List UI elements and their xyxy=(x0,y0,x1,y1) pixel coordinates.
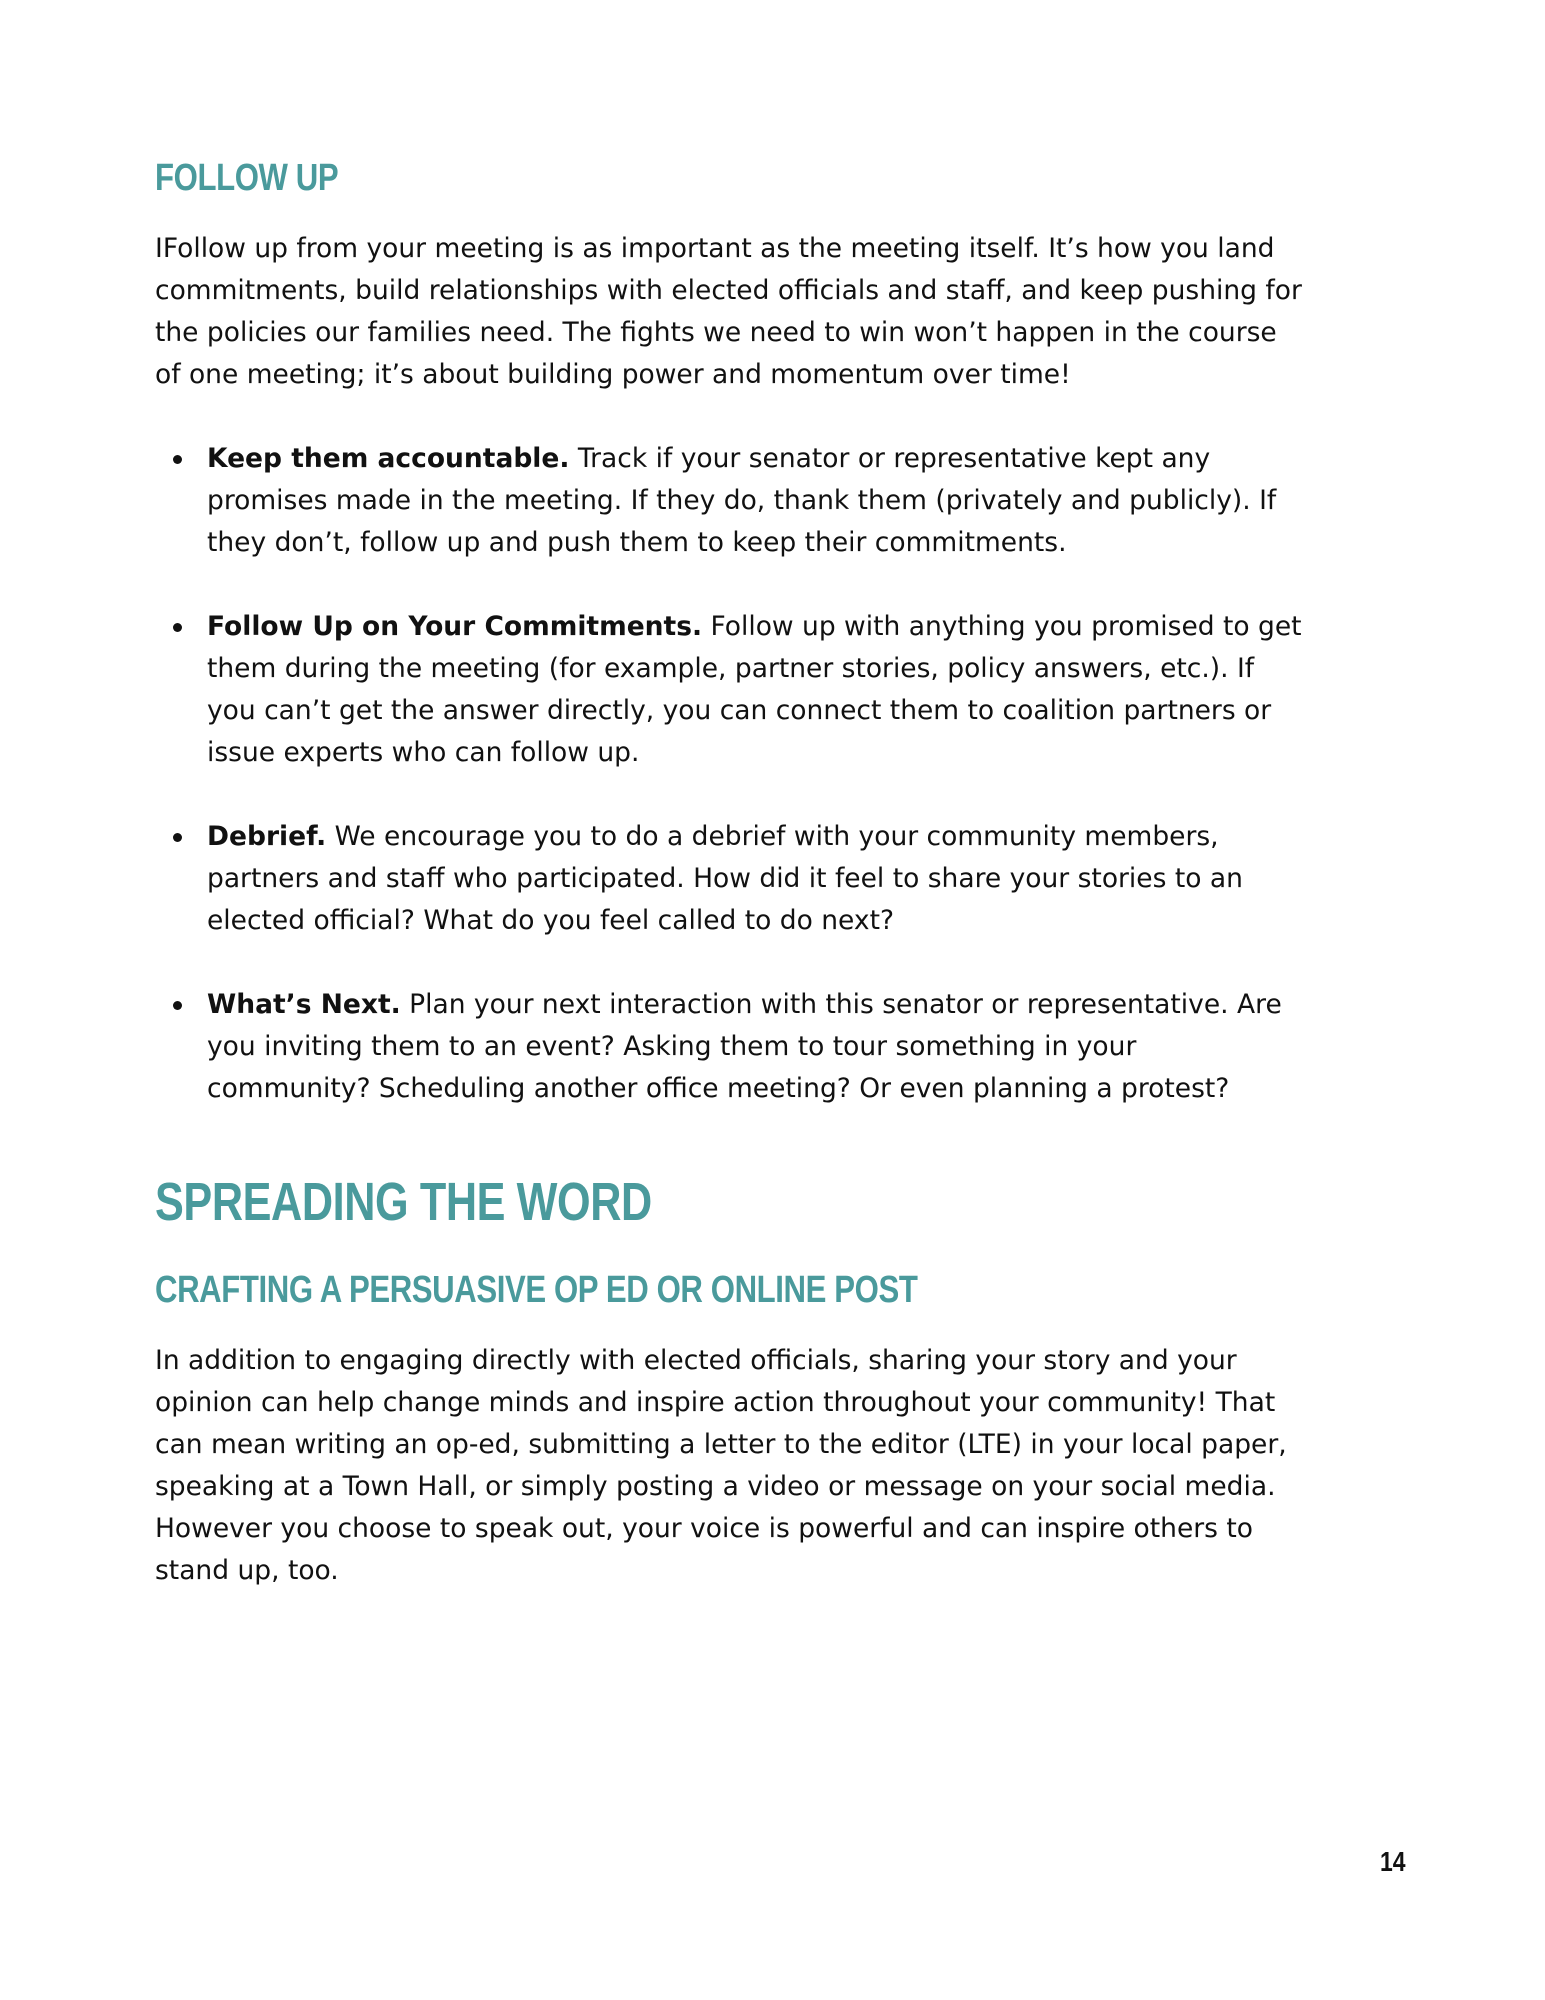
bullet-text: Plan your next interaction with this senator or representative. Are you inviting them to an event? Asking them to tour something in your community? Scheduling another office meeting? Or even planning a protest? xyxy=(207,989,1282,1104)
follow-up-heading: FOLLOW UP xyxy=(155,157,339,199)
page-number: 14 xyxy=(1380,1846,1406,1877)
follow-up-intro: IFollow up from your meeting is as important as the meeting itself. It’s how you land commitments, build relationships with elected officials and staff, and keep pushing for the policies our families need. The fights we need to win won’t happen in the course of one meeting; it’s about building power and momentum over time! xyxy=(155,233,1302,390)
spreading-body: In addition to engaging directly with elected officials, sharing your story and your opinion can help change minds and inspire action throughout your community! That can mean writing an op-ed, submitting a letter to the editor (LTE) in your local paper, speaking at a Town Hall, or simply posting a video or message on your social media. However you choose to speak out, your voice is powerful and can inspire others to stand up, too. xyxy=(155,1345,1287,1586)
list-item xyxy=(155,984,1305,1110)
spreading-heading: SPREADING THE WORD xyxy=(155,1172,652,1232)
page-content xyxy=(155,150,1305,1592)
list-item xyxy=(155,606,1305,774)
follow-up-list xyxy=(155,438,1305,1110)
bullet-text: Follow up with anything you promised to get them during the meeting (for example, partner stories, policy answers, etc.). If you can’t get the answer directly, you can connect them to coalition partners or issue experts who can follow up. xyxy=(207,611,1302,768)
list-item xyxy=(155,438,1305,564)
bullet-lead: Keep them accountable. xyxy=(207,443,570,474)
bullet-text: We encourage you to do a debrief with your community members, partners and staff who participated. How did it feel to share your stories to an elected official? What do you feel called to do next? xyxy=(207,821,1243,936)
bullet-icon xyxy=(173,833,182,842)
bullet-lead: Follow Up on Your Commitments. xyxy=(207,611,703,642)
list-item xyxy=(155,816,1305,942)
bullet-text: Track if your senator or representative kept any promises made in the meeting. If they do, thank them (privately and publicly). If they don’t, follow up and push them to keep their commitments. xyxy=(207,443,1277,558)
bullet-icon xyxy=(173,1001,182,1010)
bullet-icon xyxy=(173,455,182,464)
op-ed-subheading: CRAFTING A PERSUASIVE OP ED OR ONLINE POST xyxy=(155,1269,918,1311)
bullet-lead: Debrief. xyxy=(207,821,327,852)
bullet-lead: What’s Next. xyxy=(207,989,401,1020)
bullet-icon xyxy=(173,623,182,632)
